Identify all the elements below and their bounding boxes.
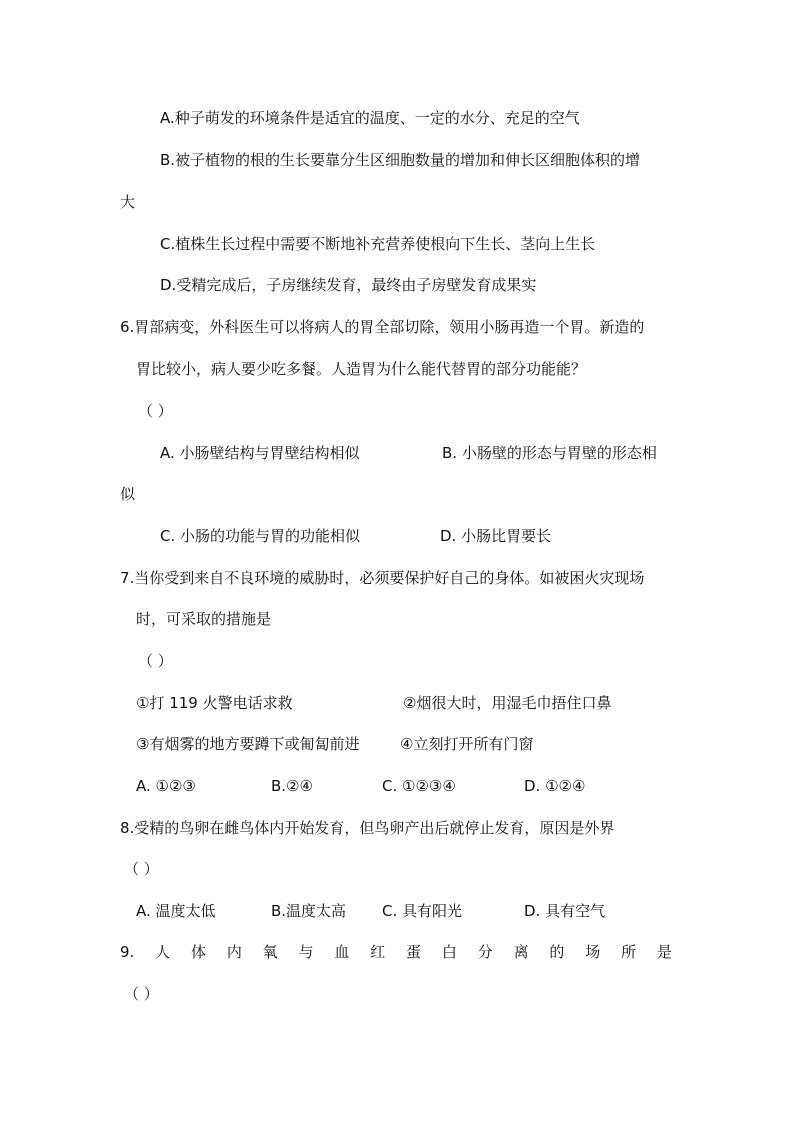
q9-stem-char: 红 bbox=[370, 943, 386, 961]
q6-option-b: B. 小肠壁的形态与胃壁的形态相 bbox=[442, 444, 657, 462]
q9-stem-char: 9. bbox=[120, 943, 135, 961]
q7-stem-cont: 时，可采取的措施是 bbox=[136, 610, 272, 628]
q5-option-b: B.被子植物的根的生长要靠分生区细胞数量的增加和伸长区细胞体积的增 bbox=[160, 151, 641, 169]
q9-answer-paren: （ ） bbox=[124, 985, 159, 1003]
q9-stem-char: 内 bbox=[226, 943, 242, 961]
q9-stem-char: 离 bbox=[513, 943, 529, 961]
q7-option-b: B.②④ bbox=[271, 777, 313, 795]
q6-answer-paren: （ ） bbox=[138, 402, 173, 420]
q7-item-3: ③有烟雾的地方要蹲下或匍匐前进 bbox=[136, 735, 360, 753]
q7-item-4: ④立刻打开所有门窗 bbox=[400, 735, 534, 753]
q7-item-1: ①打 119 火警电话求救 bbox=[136, 694, 293, 712]
q9-stem bbox=[120, 942, 672, 962]
q7-answer-paren: （ ） bbox=[138, 652, 173, 670]
q7-option-a: A. ①②③ bbox=[136, 777, 196, 795]
q6-option-a: A. 小肠壁结构与胃壁结构相似 bbox=[160, 444, 360, 462]
q5-option-c: C.植株生长过程中需要不断地补充营养使根向下生长、茎向上生长 bbox=[160, 235, 596, 253]
q9-stem-char: 体 bbox=[190, 943, 206, 961]
q8-option-b: B.温度太高 bbox=[271, 902, 347, 920]
q7-option-d: D. ①②④ bbox=[524, 777, 586, 795]
q7-stem: 7.当你受到来自不良环境的威胁时，必须要保护好自己的身体。如被困火灾现场 bbox=[120, 569, 645, 587]
q9-stem-char: 场 bbox=[585, 943, 601, 961]
q6-option-c: C. 小肠的功能与胃的功能相似 bbox=[160, 527, 361, 545]
q6-stem-cont: 胃比较小，病人要少吃多餐。人造胃为什么能代替胃的部分功能能？ bbox=[136, 360, 587, 378]
q9-stem-char: 血 bbox=[334, 943, 350, 961]
q5-option-b-cont: 大 bbox=[120, 193, 136, 211]
q7-item-2: ②烟很大时，用湿毛巾捂住口鼻 bbox=[403, 694, 612, 712]
q9-stem-char: 蛋 bbox=[406, 943, 422, 961]
q8-stem: 8.受精的鸟卵在雌鸟体内开始发育，但鸟卵产出后就停止发育，原因是外界 bbox=[120, 819, 615, 837]
q5-option-a: A.种子萌发的环境条件是适宜的温度、一定的水分、充足的空气 bbox=[160, 109, 580, 127]
q9-stem-char: 白 bbox=[441, 943, 457, 961]
q5-option-d: D.受精完成后，子房继续发育，最终由子房壁发育成果实 bbox=[160, 276, 537, 294]
q6-stem: 6.胃部病变，外科医生可以将病人的胃全部切除，领用小肠再造一个胃。新造的 bbox=[120, 318, 645, 336]
q9-stem-char: 是 bbox=[656, 943, 672, 961]
q6-option-b-cont: 似 bbox=[120, 485, 136, 503]
q6-option-d: D. 小肠比胃要长 bbox=[440, 527, 552, 545]
q9-stem-char: 分 bbox=[477, 943, 493, 961]
q8-answer-paren: （ ） bbox=[124, 860, 159, 878]
q8-option-a: A. 温度太低 bbox=[136, 902, 216, 920]
q9-stem-char: 所 bbox=[621, 943, 637, 961]
q8-option-d: D. 具有空气 bbox=[524, 902, 606, 920]
q8-option-c: C. 具有阳光 bbox=[382, 902, 463, 920]
q9-stem-char: 氧 bbox=[262, 943, 278, 961]
q9-stem-char: 人 bbox=[155, 943, 171, 961]
q7-option-c: C. ①②③④ bbox=[382, 777, 456, 795]
q9-stem-char: 与 bbox=[298, 943, 314, 961]
q9-stem-char: 的 bbox=[549, 943, 565, 961]
